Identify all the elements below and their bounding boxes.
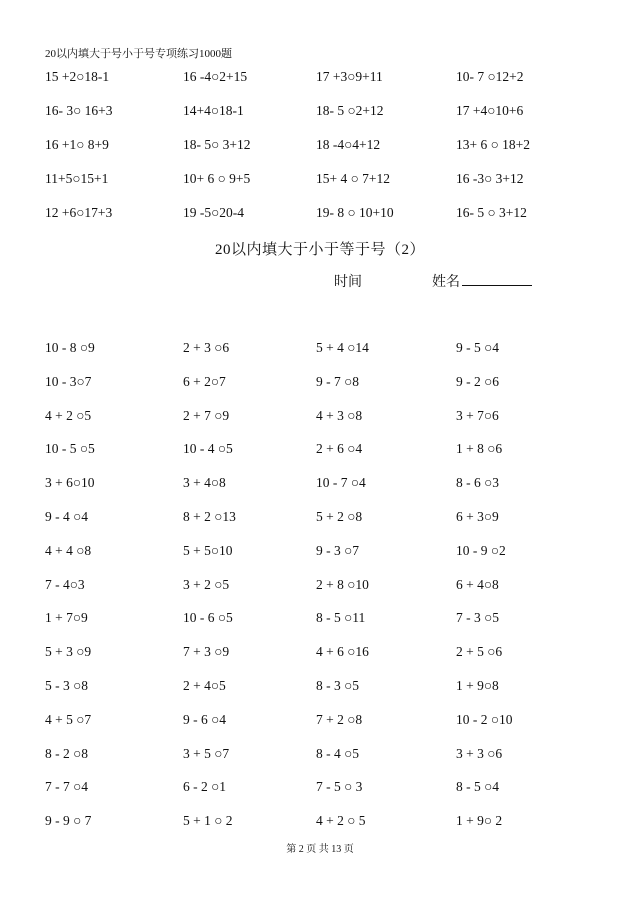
exercise-item: 5 + 4 ○14	[316, 340, 369, 355]
exercise-item: 4 + 6 ○16	[316, 644, 369, 660]
exercise-item: 16 +1○ 8+9	[45, 137, 109, 152]
exercise-item: 2 + 6 ○4	[316, 441, 363, 457]
time-label: 时间	[334, 275, 362, 290]
exercise-item: 6 + 4○8	[456, 576, 499, 592]
exercise-item: 16 -3○ 3+12	[456, 171, 524, 186]
exercise-item: 3 + 6○10	[45, 475, 95, 491]
section-title: 20以内填大于小于等于号（2）	[214, 242, 425, 258]
exercise-item: 10 - 4 ○5	[183, 441, 233, 457]
exercise-item: 7 - 5 ○ 3	[316, 779, 363, 795]
exercise-item: 1 + 9○ 2	[456, 813, 503, 829]
exercise-item: 5 - 3 ○8	[45, 677, 89, 693]
exercise-item: 8 - 5 ○11	[316, 610, 366, 626]
exercise-item: 7 + 2 ○8	[316, 711, 363, 727]
name-label: 姓名	[432, 275, 460, 290]
exercise-item: 3 + 3 ○6	[456, 745, 503, 761]
exercise-item: 4 + 2 ○ 5	[316, 813, 366, 829]
exercise-item: 10+ 6 ○ 9+5	[183, 171, 251, 186]
name-field	[432, 271, 532, 291]
page-footer: 第 2 页 共 13 页	[286, 844, 354, 855]
exercise-item: 3 + 7○6	[456, 407, 499, 423]
exercise-item: 10 - 9 ○2	[456, 542, 506, 558]
exercise-item: 16- 3○ 16+3	[45, 103, 113, 118]
exercise-item: 16- 5 ○ 3+12	[456, 205, 527, 220]
exercise-item: 2 + 5 ○6	[456, 644, 503, 660]
exercise-item: 10 - 7 ○4	[316, 475, 366, 491]
exercise-item: 9 - 6 ○4	[183, 711, 227, 727]
exercise-item: 11+5○15+1	[45, 171, 109, 186]
exercise-item: 15+ 4 ○ 7+12	[316, 171, 391, 186]
exercise-item: 6 + 3○9	[456, 508, 499, 524]
exercise-item: 8 - 2 ○8	[45, 745, 89, 761]
exercise-item: 16 -4○2+15	[183, 69, 248, 84]
exercise-item: 17 +3○9+11	[316, 69, 383, 84]
exercise-item: 15 +2○18-1	[45, 69, 110, 84]
exercise-item: 4 + 3 ○8	[316, 407, 363, 423]
exercise-item: 10 - 2 ○10	[456, 711, 513, 727]
exercise-item: 7 - 7 ○4	[45, 779, 89, 795]
exercise-item: 10- 7 ○12+2	[456, 69, 524, 84]
exercise-item: 8 - 3 ○5	[316, 677, 360, 693]
exercise-item: 8 - 6 ○3	[456, 475, 500, 491]
exercise-item: 18- 5○ 3+12	[183, 137, 251, 152]
exercise-item: 1 + 9○8	[456, 677, 499, 693]
exercise-item: 5 + 2 ○8	[316, 508, 363, 524]
exercise-item: 18- 5 ○2+12	[316, 103, 384, 118]
exercise-item: 6 + 2○7	[183, 373, 226, 389]
exercise-item: 9 - 5 ○4	[456, 340, 500, 355]
top-exercise-grid	[45, 69, 576, 239]
exercise-item: 14+4○18-1	[183, 103, 244, 118]
exercise-item: 9 - 4 ○4	[45, 508, 89, 524]
exercise-item: 2 + 8 ○10	[316, 576, 369, 592]
exercise-item: 2 + 4○5	[183, 677, 226, 693]
exercise-item: 3 + 2 ○5	[183, 576, 230, 592]
header-note: 20以内填大于号小于号专项练习1000题	[45, 48, 232, 60]
exercise-item: 1 + 8 ○6	[456, 441, 503, 457]
exercise-item: 6 - 2 ○1	[183, 779, 227, 795]
exercise-item: 9 - 3 ○7	[316, 542, 360, 558]
exercise-item: 8 - 5 ○4	[456, 779, 500, 795]
exercise-item: 4 + 2 ○5	[45, 407, 92, 423]
exercise-item: 10 - 3○7	[45, 373, 92, 389]
exercise-item: 10 - 8 ○9	[45, 340, 95, 355]
exercise-item: 13+ 6 ○ 18+2	[456, 137, 531, 152]
exercise-item: 9 - 2 ○6	[456, 373, 500, 389]
exercise-item: 5 + 3 ○9	[45, 644, 92, 660]
exercise-item: 7 - 3 ○5	[456, 610, 500, 626]
exercise-item: 3 + 4○8	[183, 475, 226, 491]
exercise-item: 8 + 2 ○13	[183, 508, 236, 524]
name-blank-line	[462, 271, 532, 286]
exercise-item: 8 - 4 ○5	[316, 745, 360, 761]
exercise-item: 19- 8 ○ 10+10	[316, 205, 394, 220]
exercise-item: 18 -4○4+12	[316, 137, 381, 152]
exercise-item: 9 - 7 ○8	[316, 373, 360, 389]
exercise-item: 9 - 9 ○ 7	[45, 813, 92, 829]
exercise-item: 4 + 4 ○8	[45, 542, 92, 558]
exercise-item: 2 + 7 ○9	[183, 407, 230, 423]
exercise-item: 3 + 5 ○7	[183, 745, 230, 761]
exercise-item: 2 + 3 ○6	[183, 340, 230, 355]
exercise-item: 1 + 7○9	[45, 610, 88, 626]
bottom-exercise-grid	[45, 340, 576, 847]
exercise-item: 5 + 1 ○ 2	[183, 813, 233, 829]
exercise-item: 10 - 5 ○5	[45, 441, 95, 457]
exercise-item: 10 - 6 ○5	[183, 610, 233, 626]
exercise-item: 5 + 5○10	[183, 542, 233, 558]
exercise-item: 4 + 5 ○7	[45, 711, 92, 727]
exercise-item: 7 + 3 ○9	[183, 644, 230, 660]
exercise-item: 17 +4○10+6	[456, 103, 524, 118]
exercise-item: 7 - 4○3	[45, 576, 85, 592]
exercise-item: 12 +6○17+3	[45, 205, 113, 220]
exercise-item: 19 -5○20-4	[183, 205, 245, 220]
